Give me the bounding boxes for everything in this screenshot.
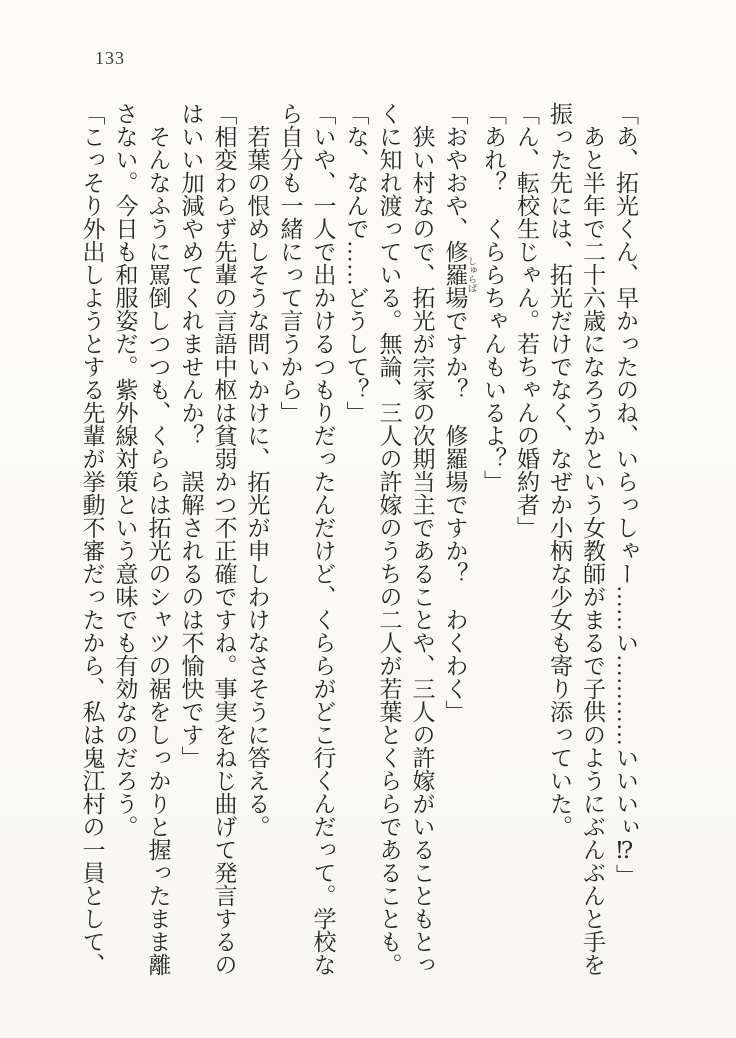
paragraph: 狭い村なので、拓光が宗家の次期当主であることや、三人の許嫁がいることもとっ くに知れ渡っている。無論、三人の許嫁のうちの二人が若葉とくららであることも。 bbox=[376, 102, 435, 976]
paragraph: 若葉の恨めしそうな問いかけに、拓光が申しわけなさそうに答える。 bbox=[244, 102, 270, 838]
furigana-ruby: 修羅場 しゅらば bbox=[442, 240, 477, 309]
paragraph: 「あ、拓光くん、早かったのね、いらっしゃー……い…………いいいぃ⁉」 bbox=[613, 102, 638, 887]
page-number: 133 bbox=[95, 48, 125, 68]
paragraph: 「おやおや、修羅場 しゅらばですか？ 修羅場ですか？ わくわく」 bbox=[442, 102, 477, 723]
paragraph: 「相変わらず先輩の言語中枢は貧弱かつ不正確ですね。事実をねじ曲げて発言するの はいい加減やめてくれませんか？ 誤解されるのは不愉快です」 bbox=[178, 102, 237, 976]
paragraph: 「ん、転校生じゃん。若ちゃんの婚約者」 bbox=[514, 102, 539, 539]
paragraph: 「な、なんで……どうして？」 bbox=[343, 102, 369, 424]
paragraph: 「あれ？ くららちゃんもいるよ？」 bbox=[481, 102, 506, 493]
paragraph: そんなふうに罵倒しつつも、くららは拓光のシャツの裾をしっかりと握ったまま離 さない。今日も和服姿だ。紫外線対策という意味でも有効なのだろう。 bbox=[112, 102, 171, 976]
paragraph: 「こっそり外出しようとする先輩が挙動不審だったから、私は鬼江村の一員として、 bbox=[79, 102, 105, 976]
paragraph: 「いや、一人で出かけるつもりだったんだけど、くららがどこ行くんだって。学校な ら自分も一緒にって言うから」 bbox=[277, 102, 336, 976]
paragraph: あと半年で二十六歳になろうかという女教師がまるで子供のようにぶんぶんと手を 振った先には、拓光だけでなく、なぜか小柄な少女も寄り添っていた。 bbox=[547, 102, 605, 976]
novel-text-block bbox=[76, 102, 643, 984]
